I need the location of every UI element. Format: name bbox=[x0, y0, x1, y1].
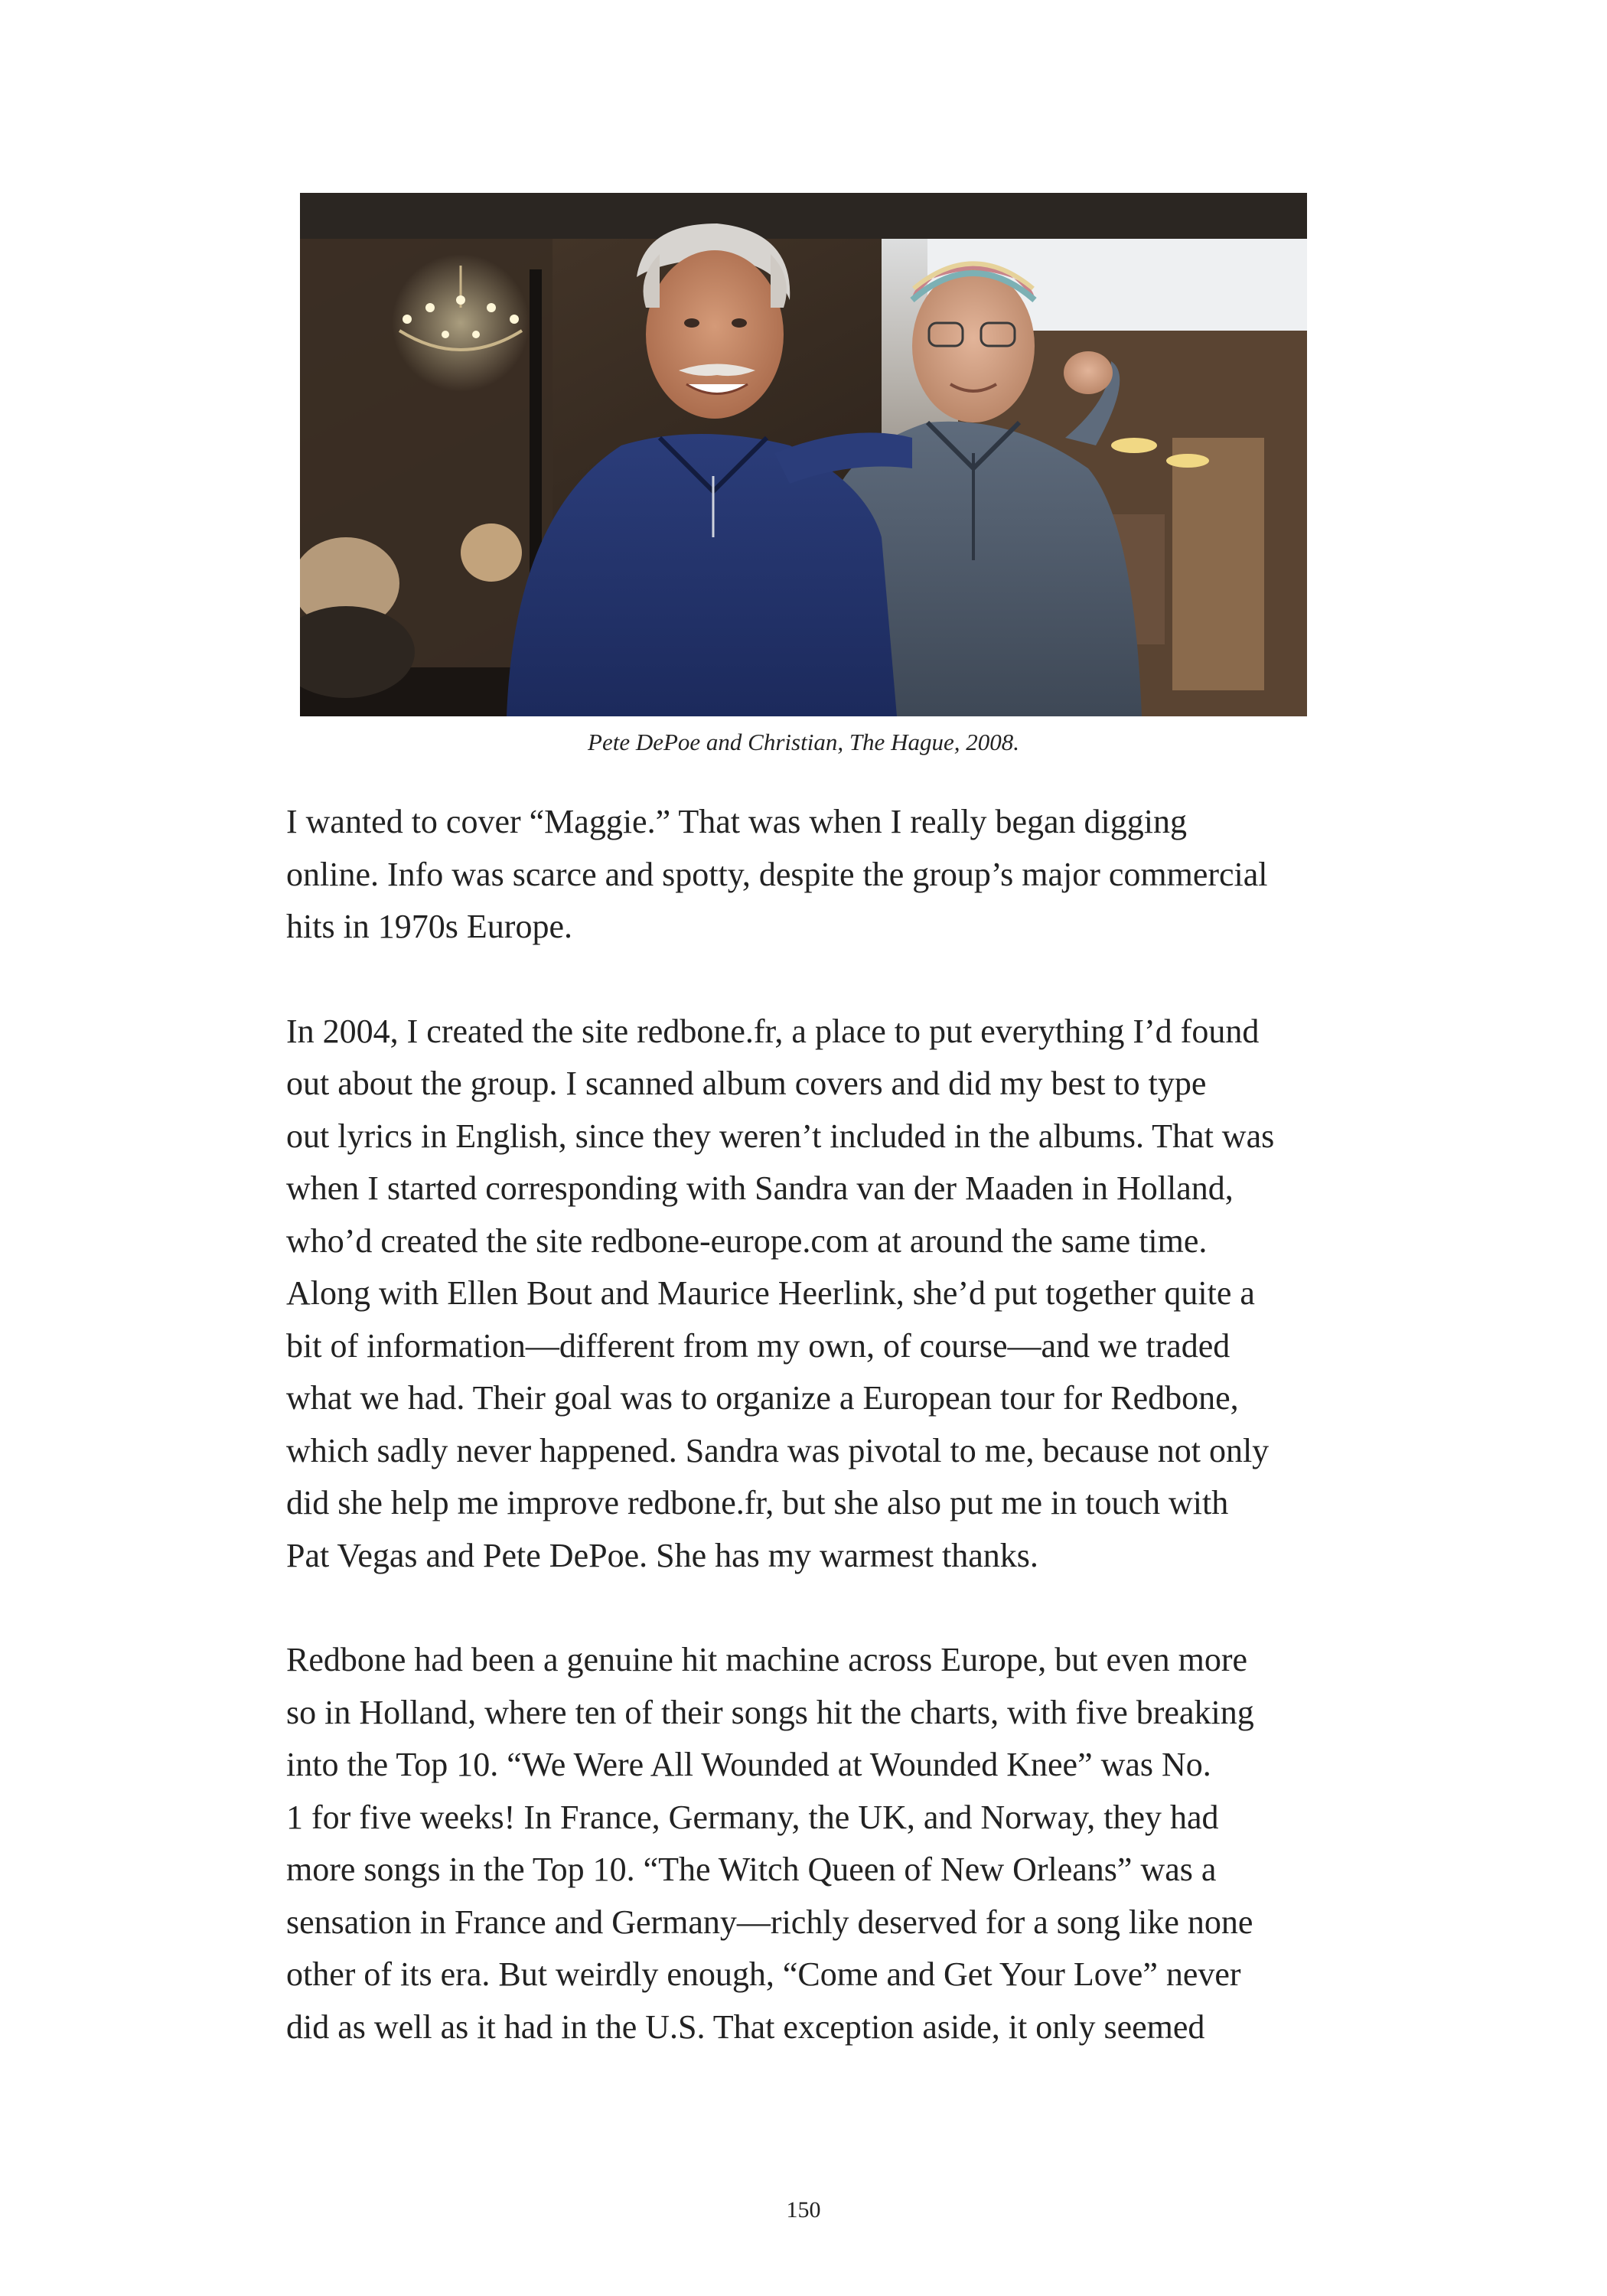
text-line: bit of information—different from my own, of course—and we traded bbox=[286, 1326, 1231, 1365]
text-line: out about the group. I scanned album covers and did my best to type bbox=[286, 1065, 1207, 1102]
text-line: which sadly never happened. Sandra was pivotal to me, because not only bbox=[286, 1431, 1270, 1469]
text-line: I wanted to cover “Maggie.” That was when I really began digging bbox=[286, 803, 1187, 840]
chandelier-icon bbox=[392, 254, 530, 392]
text-line: did she help me improve redbone.fr, but she also put me in touch with bbox=[286, 1484, 1229, 1521]
text-line: 1 for five weeks! In France, Germany, the UK, and Norway, they had bbox=[286, 1798, 1219, 1836]
text-line: Along with Ellen Bout and Maurice Heerlink, she’d put together quite a bbox=[286, 1274, 1255, 1312]
text-line: In 2004, I created the site redbone.fr, a place to put everything I’d found bbox=[286, 1012, 1260, 1050]
paragraph-1 bbox=[286, 796, 1342, 954]
paragraph-3 bbox=[286, 1634, 1342, 2053]
text-line: sensation in France and Germany—richly deserved for a song like none bbox=[286, 1903, 1253, 1941]
text-line: online. Info was scarce and spotty, despite the group’s major commercial bbox=[286, 855, 1268, 893]
text-line: Redbone had been a genuine hit machine across Europe, but even more bbox=[286, 1641, 1247, 1678]
photo-illustration bbox=[300, 193, 1307, 716]
text-line: when I started corresponding with Sandra van der Maaden in Holland, bbox=[286, 1169, 1234, 1207]
page-number: 150 bbox=[786, 2197, 821, 2223]
text-line: into the Top 10. “We Were All Wounded at Wounded Knee” was No. bbox=[286, 1746, 1211, 1783]
text-line: who’d created the site redbone-europe.com at around the same time. bbox=[286, 1221, 1208, 1260]
text-line: other of its era. But weirdly enough, “Come and Get Your Love” never bbox=[286, 1955, 1241, 1993]
photo-caption: Pete DePoe and Christian, The Hague, 2008. bbox=[588, 729, 1019, 755]
paragraph-2 bbox=[286, 1006, 1342, 1583]
text-line: so in Holland, where ten of their songs hit the charts, with five breaking bbox=[286, 1693, 1254, 1731]
body-text bbox=[286, 796, 1342, 2105]
text-line: Pat Vegas and Pete DePoe. She has my warmest thanks. bbox=[286, 1536, 1038, 1574]
text-line: out lyrics in English, since they weren’t included in the albums. That was bbox=[286, 1117, 1275, 1155]
text-line: hits in 1970s Europe. bbox=[286, 908, 572, 945]
text-line: more songs in the Top 10. “The Witch Queen of New Orleans” was a bbox=[286, 1851, 1217, 1888]
photo bbox=[300, 193, 1307, 716]
text-line: what we had. Their goal was to organize a European tour for Redbone, bbox=[286, 1379, 1239, 1417]
text-line: did as well as it had in the U.S. That exception aside, it only seemed bbox=[286, 2007, 1205, 2046]
